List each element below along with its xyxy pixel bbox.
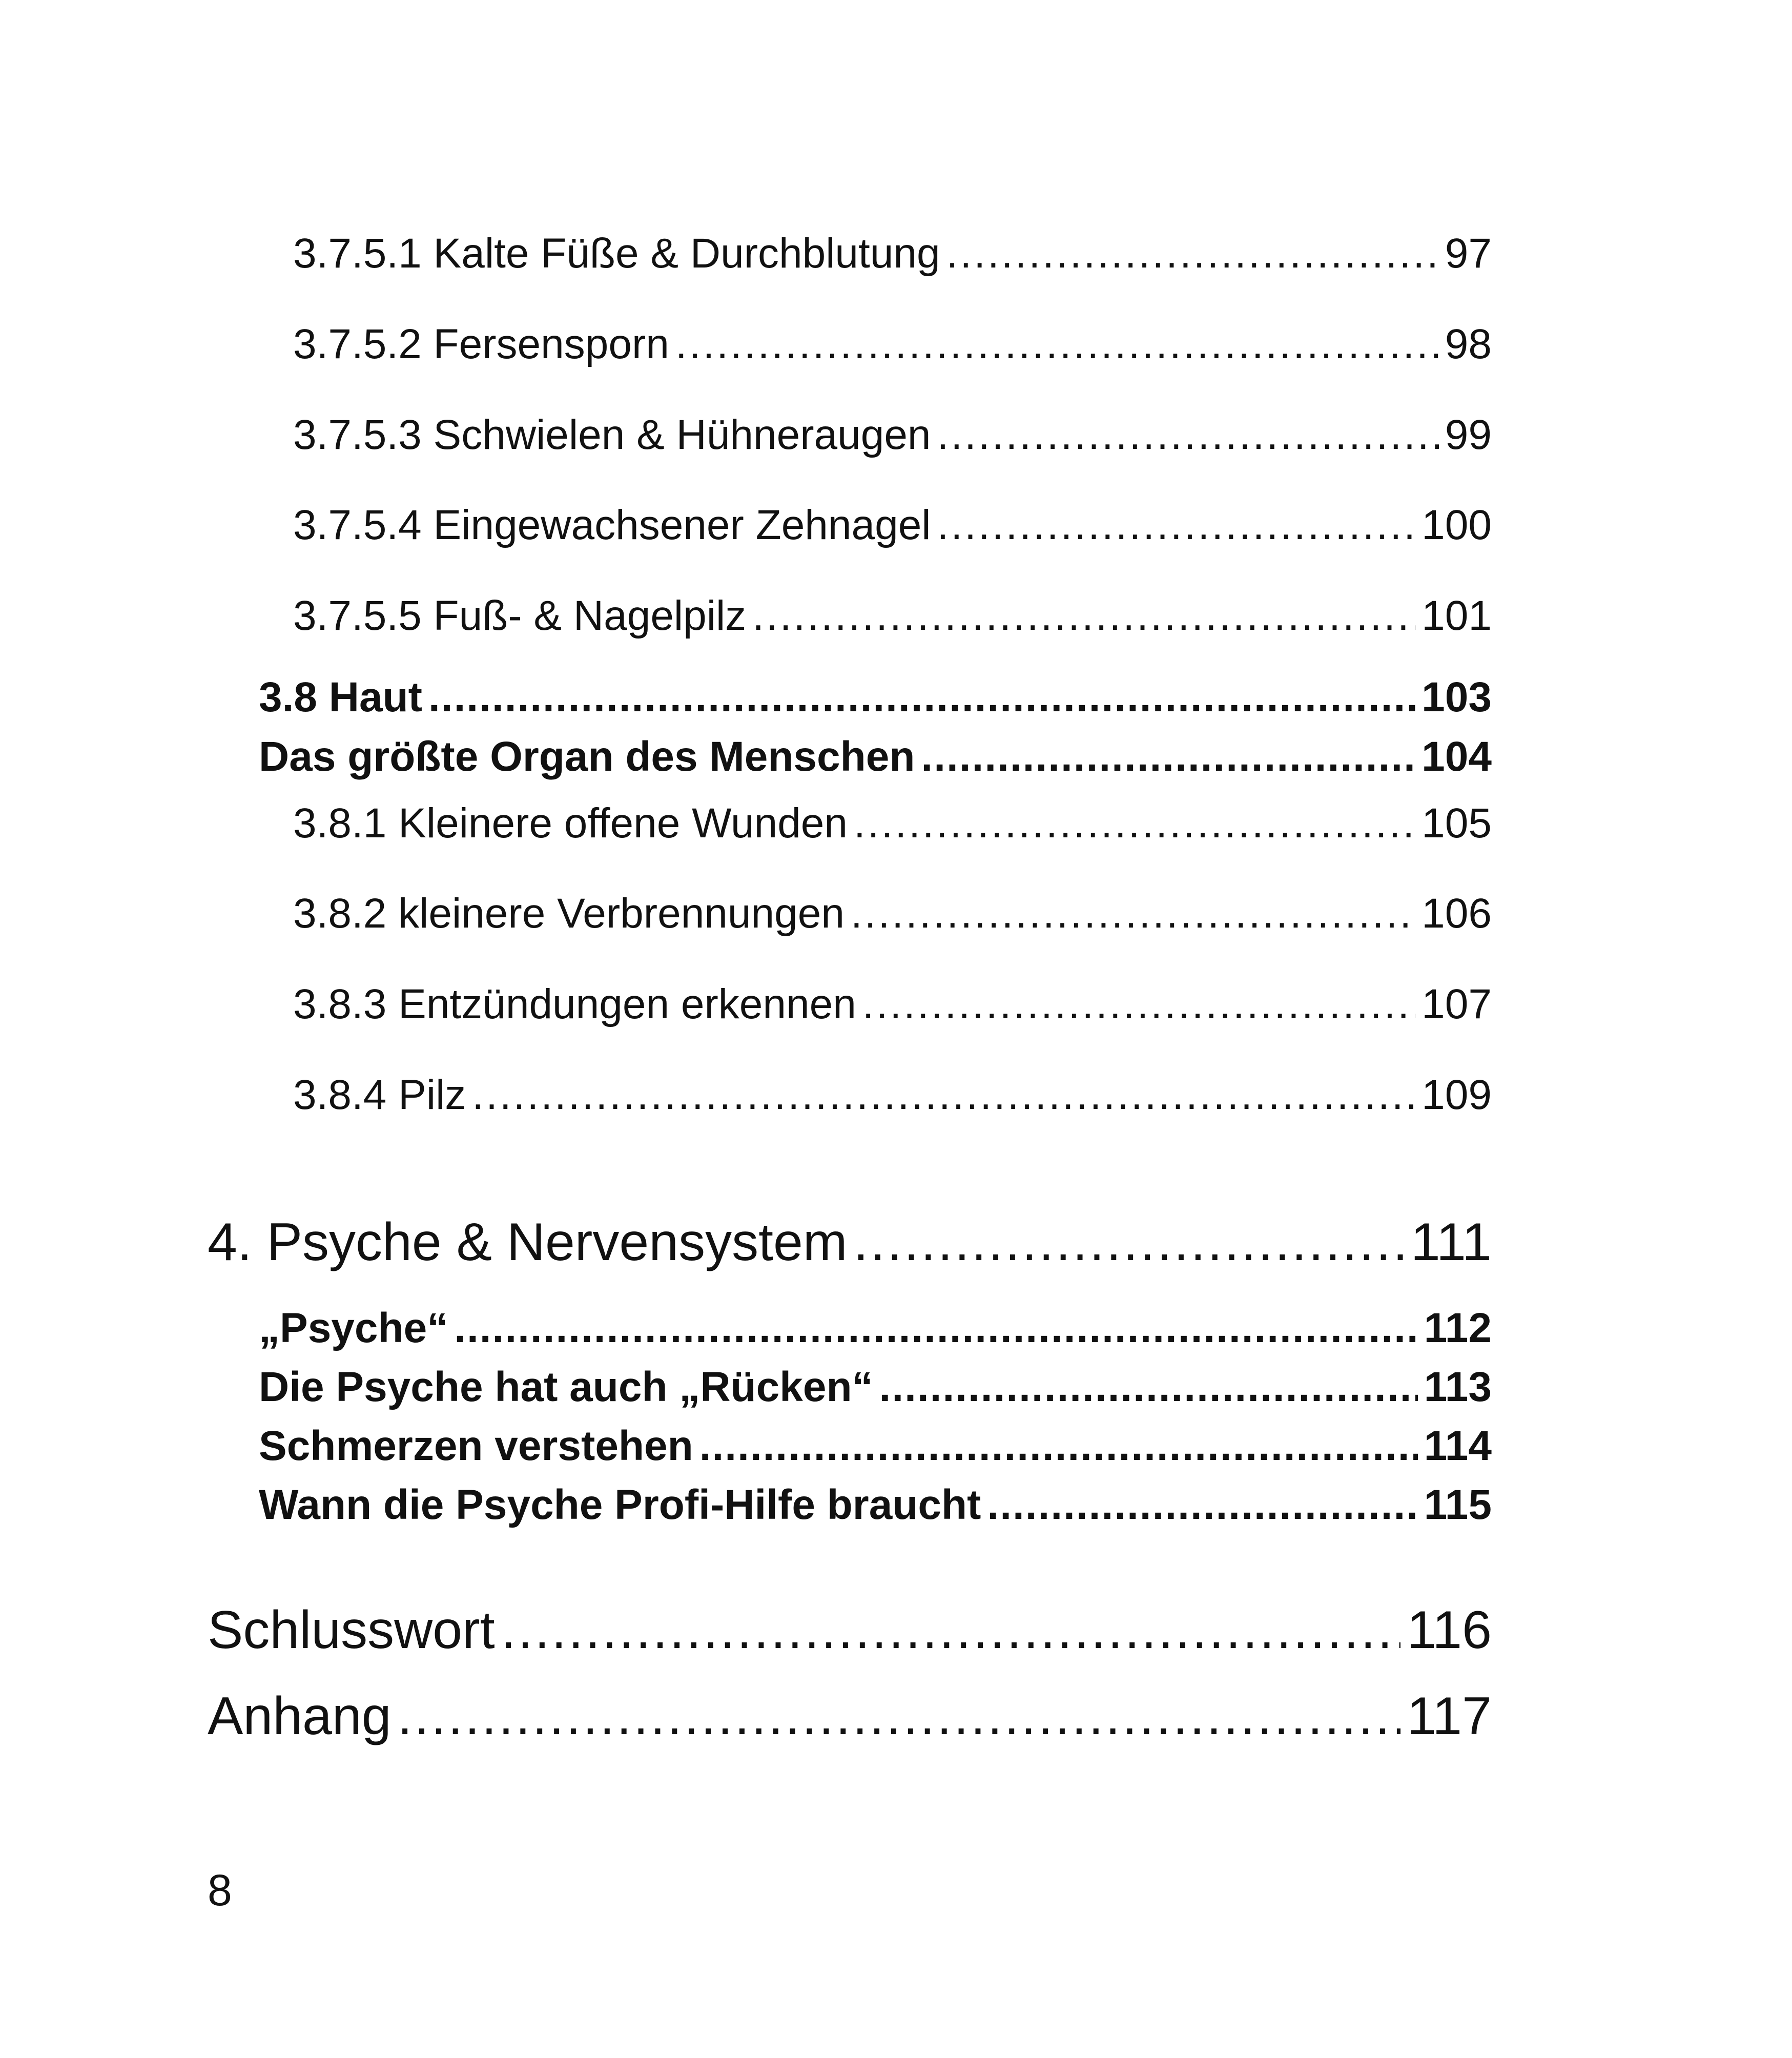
toc-entry-page: 113 bbox=[1424, 1364, 1492, 1410]
toc-entry-title: 3.8.1 Kleinere offene Wunden bbox=[293, 800, 848, 847]
toc-entry-page: 100 bbox=[1422, 502, 1492, 548]
dot-leader bbox=[398, 1686, 1401, 1747]
toc-entry-page: 106 bbox=[1422, 890, 1492, 937]
toc-entry-title: Das größte Organ des Menschen bbox=[259, 733, 915, 780]
toc-entry[interactable] bbox=[293, 890, 1492, 938]
dot-leader bbox=[937, 411, 1439, 459]
toc-entry-page: 103 bbox=[1422, 674, 1492, 721]
toc-entry[interactable] bbox=[293, 592, 1492, 640]
dot-leader bbox=[851, 890, 1415, 938]
dot-leader bbox=[853, 1212, 1404, 1273]
toc-entry-title: 3.8.3 Entzündungen erkennen bbox=[293, 981, 856, 1027]
toc-entry-page: 98 bbox=[1445, 321, 1492, 367]
toc-entry-chapter[interactable] bbox=[208, 1686, 1492, 1747]
toc-entry[interactable] bbox=[293, 411, 1492, 459]
toc-entry-page: 101 bbox=[1422, 592, 1492, 639]
dot-leader bbox=[752, 592, 1415, 640]
toc-entry-title: 3.7.5.3 Schwielen & Hühneraugen bbox=[293, 411, 931, 458]
toc-entry-page: 117 bbox=[1407, 1686, 1492, 1746]
toc-entry-title: 3.7.5.1 Kalte Füße & Durchblutung bbox=[293, 230, 940, 277]
toc-entry-page: 112 bbox=[1424, 1305, 1492, 1351]
toc-entry-title: Schlusswort bbox=[208, 1600, 495, 1660]
toc-entry[interactable] bbox=[293, 501, 1492, 549]
toc-entry[interactable] bbox=[293, 1071, 1492, 1119]
dot-leader bbox=[454, 1304, 1418, 1352]
toc-entry-title: 3.8 Haut bbox=[259, 674, 422, 721]
toc-entry[interactable] bbox=[293, 980, 1492, 1028]
dot-leader bbox=[854, 799, 1415, 848]
toc-entry-bold[interactable] bbox=[259, 673, 1492, 722]
toc-entry-title: „Psyche“ bbox=[259, 1305, 448, 1351]
dot-leader bbox=[428, 673, 1415, 722]
toc-entry-title: Die Psyche hat auch „Rücken“ bbox=[259, 1364, 873, 1410]
toc-entry-chapter[interactable] bbox=[208, 1600, 1492, 1661]
dot-leader bbox=[862, 980, 1415, 1028]
dot-leader bbox=[699, 1422, 1418, 1470]
toc-entry-bold[interactable] bbox=[259, 1363, 1492, 1411]
toc-entry[interactable] bbox=[293, 320, 1492, 368]
toc-entry-page: 115 bbox=[1424, 1481, 1492, 1528]
toc-entry-page: 114 bbox=[1424, 1423, 1492, 1469]
dot-leader bbox=[946, 230, 1439, 278]
toc-entry-bold[interactable] bbox=[259, 1304, 1492, 1352]
toc-entry-page: 109 bbox=[1422, 1072, 1492, 1118]
toc-entry[interactable] bbox=[293, 799, 1492, 848]
toc-entry-title: 3.7.5.4 Eingewachsener Zehnagel bbox=[293, 502, 931, 548]
page-number: 8 bbox=[208, 1866, 232, 1915]
toc-entry-title: 3.7.5.2 Fersensporn bbox=[293, 321, 669, 367]
dot-leader bbox=[501, 1600, 1401, 1661]
toc-entry-page: 116 bbox=[1407, 1600, 1492, 1660]
toc-entry[interactable] bbox=[293, 230, 1492, 278]
toc-entry-chapter[interactable] bbox=[208, 1212, 1492, 1273]
toc-entry-page: 107 bbox=[1422, 981, 1492, 1027]
toc-entry-title: 3.8.4 Pilz bbox=[293, 1072, 466, 1118]
dot-leader bbox=[879, 1363, 1418, 1411]
toc-entry-bold[interactable] bbox=[259, 1481, 1492, 1529]
toc-entry-page: 111 bbox=[1410, 1212, 1492, 1272]
toc-entry-title: 3.8.2 kleinere Verbrennungen bbox=[293, 890, 844, 937]
toc-entry-title: 4. Psyche & Nervensystem bbox=[208, 1212, 848, 1272]
toc-entry-title: Anhang bbox=[208, 1686, 392, 1746]
toc-entry-bold[interactable] bbox=[259, 1422, 1492, 1470]
toc-entry-page: 104 bbox=[1422, 733, 1492, 780]
toc-entry-bold[interactable] bbox=[259, 733, 1492, 781]
dot-leader bbox=[921, 733, 1415, 781]
toc-entry-title: Wann die Psyche Profi-Hilfe braucht bbox=[259, 1481, 981, 1528]
dot-leader bbox=[937, 501, 1416, 549]
dot-leader bbox=[472, 1071, 1415, 1119]
toc-entry-page: 105 bbox=[1422, 800, 1492, 847]
dot-leader bbox=[675, 320, 1439, 368]
toc-entry-title: Schmerzen verstehen bbox=[259, 1423, 693, 1469]
toc-entry-page: 99 bbox=[1445, 411, 1492, 458]
dot-leader bbox=[987, 1481, 1417, 1529]
toc-entry-page: 97 bbox=[1445, 230, 1492, 277]
toc-entry-title: 3.7.5.5 Fuß- & Nagelpilz bbox=[293, 592, 747, 639]
